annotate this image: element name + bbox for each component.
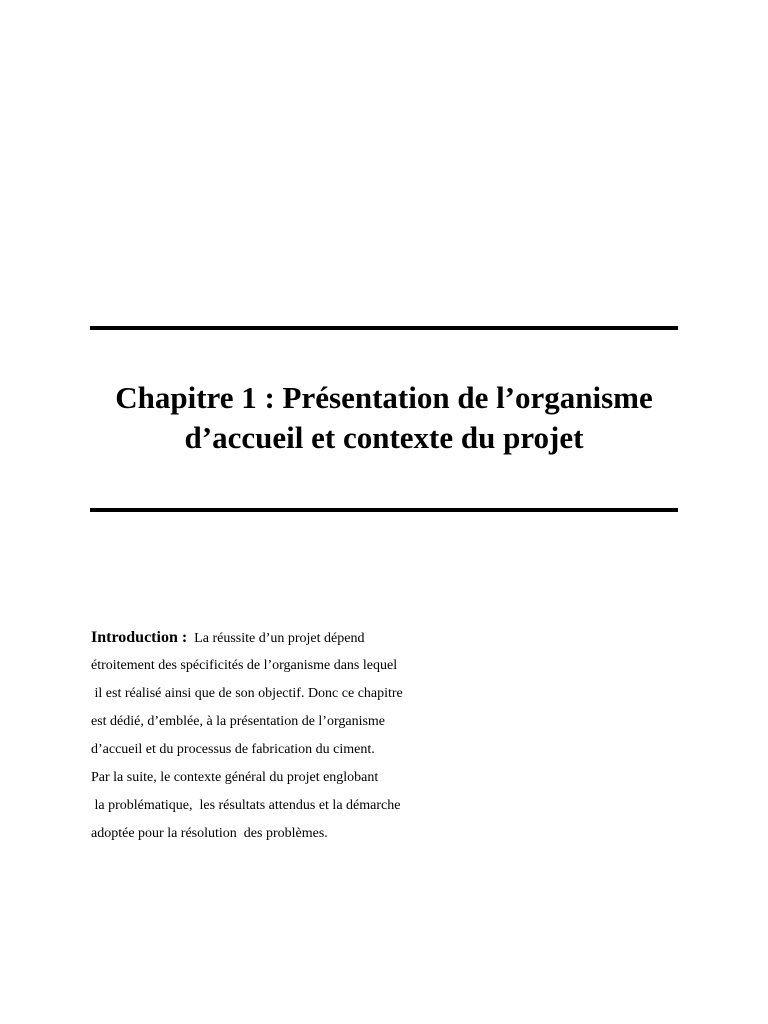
introduction-paragraph (91, 624, 403, 848)
introduction-label: Introduction : (91, 629, 188, 646)
intro-line-1-text: La réussite d’un projet dépend (187, 631, 365, 646)
intro-line-5: d’accueil et du processus de fabrication du ciment. (91, 742, 375, 757)
intro-line-1 (91, 624, 403, 652)
chapter-title (60, 378, 708, 458)
intro-line-2: étroitement des spécificités de l’organisme dans lequel (91, 658, 398, 673)
intro-line-4: est dédié, d’emblée, à la présentation de l’organisme (91, 714, 386, 729)
intro-line-7: la problématique, les résultats attendus et la démarche (91, 798, 401, 813)
bottom-divider-rule (90, 508, 678, 512)
chapter-title-line-2: d’accueil et contexte du projet (184, 420, 584, 455)
chapter-title-line-1: Chapitre 1 : Présentation de l’organisme (115, 380, 653, 415)
top-divider-rule (90, 326, 678, 330)
intro-line-3: il est réalisé ainsi que de son objectif. Donc ce chapitre (91, 686, 403, 701)
intro-line-6: Par la suite, le contexte général du projet englobant (91, 770, 379, 785)
intro-line-8: adoptée pour la résolution des problèmes. (91, 826, 328, 841)
